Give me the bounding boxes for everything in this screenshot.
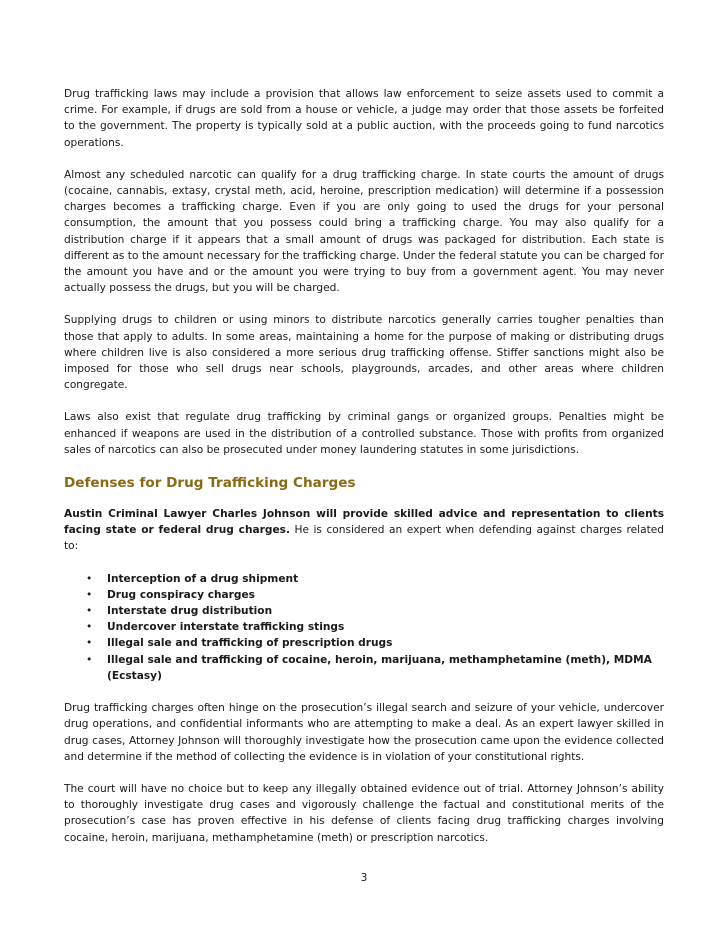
charges-list xyxy=(64,571,664,684)
intro-rest-text: He is considered an expert when defending against charges related to: xyxy=(64,524,664,553)
list-item-text: Interstate drug distribution xyxy=(107,605,273,618)
paragraph-court-evidence: The court will have no choice but to keep any illegally obtained evidence out of trial. Attorney Johnson’s ability to thoroughly investigate drug cases and vigorously challenge the factual and constitutional merits of the prosecution’s case has proven effective in his defense of clients facing drug trafficking charges involving cocaine, heroin, marijuana, methamphetamine (meth) or prescription narcotics. xyxy=(64,782,664,844)
list-item-text: Illegal sale and trafficking of prescription drugs xyxy=(107,637,393,650)
paragraph-scheduled-narcotics: Almost any scheduled narcotic can qualify for a drug trafficking charge. In state courts the amount of drugs (cocaine, cannabis, extasy, crystal meth, acid, heroine, prescription medication) will determine if a possession charges becomes a trafficking charge. Even if you are only going to used the drugs for your personal consumption, the amount that you possess could bring a trafficking charge. You may also qualify for a distribution charge if it appears that a small amount of drugs was packaged for distribution. Each state is different as to the amount necessary for the trafficking charge. Under the federal statute you can be charged for the amount you have and or the amount you were trying to buy from a government agent. You may never actually possess the drugs, but you will be charged. xyxy=(64,168,664,295)
paragraph-minors: Supplying drugs to children or using minors to distribute narcotics generally carries tougher penalties than those that apply to adults. In some areas, maintaining a home for the purpose of making or distributing drugs where children live is also considered a more serious drug trafficking offense. Stiffer sanctions might also be imposed for those who sell drugs near schools, playgrounds, arcades, and other areas where children congregate. xyxy=(64,314,664,392)
bullet-icon: • xyxy=(86,653,93,666)
paragraph-organized-groups: Laws also exist that regulate drug trafficking by criminal gangs or organized groups. Penalties might be enhanced if weapons are used in the distribution of a controlled substance. Those with profits from organized sales of narcotics can also be prosecuted under money laundering statutes in some jurisdictions. xyxy=(64,411,664,456)
list-item xyxy=(64,652,664,684)
bullet-icon: • xyxy=(86,637,93,650)
list-item xyxy=(64,603,664,619)
list-item xyxy=(64,635,664,651)
section-heading: Defenses for Drug Trafficking Charges xyxy=(64,475,356,492)
bullet-icon: • xyxy=(86,605,93,618)
intro-paragraph xyxy=(64,506,664,555)
list-item-text: Illegal sale and trafficking of cocaine, heroin, marijuana, methamphetamine (meth), MDMA (Ecstasy) xyxy=(107,653,652,682)
page-number: 3 xyxy=(360,872,368,884)
list-item-text: Undercover interstate trafficking stings xyxy=(107,621,345,634)
bullet-icon: • xyxy=(86,572,93,585)
bullet-icon: • xyxy=(86,621,93,634)
list-item xyxy=(64,571,664,587)
paragraph-search-seizure: Drug trafficking charges often hinge on the prosecution’s illegal search and seizure of your vehicle, undercover drug operations, and confidential informants who are attempting to make a deal. As an expert lawyer skilled in drug cases, Attorney Johnson will thoroughly investigate how the prosecution came upon the evidence collected and determine if the method of collecting the evidence is in violation of your constitutional rights. xyxy=(64,702,664,763)
paragraph-asset-forfeiture: Drug trafficking laws may include a provision that allows law enforcement to seize assets used to commit a crime. For example, if drugs are sold from a house or vehicle, a judge may order that those assets be forfeited to the government. The property is typically sold at a public auction, with the proceeds going to fund narcotics operations. xyxy=(64,88,664,149)
bullet-icon: • xyxy=(86,588,93,601)
list-item xyxy=(64,587,664,603)
list-item-text: Interception of a drug shipment xyxy=(107,572,299,585)
list-item-text: Drug conspiracy charges xyxy=(107,588,255,601)
list-item xyxy=(64,619,664,635)
document-page xyxy=(64,86,664,862)
intro-bold-text: Austin Criminal Lawyer Charles Johnson will provide skilled advice and representation to clients facing state or federal drug charges. xyxy=(64,508,664,537)
